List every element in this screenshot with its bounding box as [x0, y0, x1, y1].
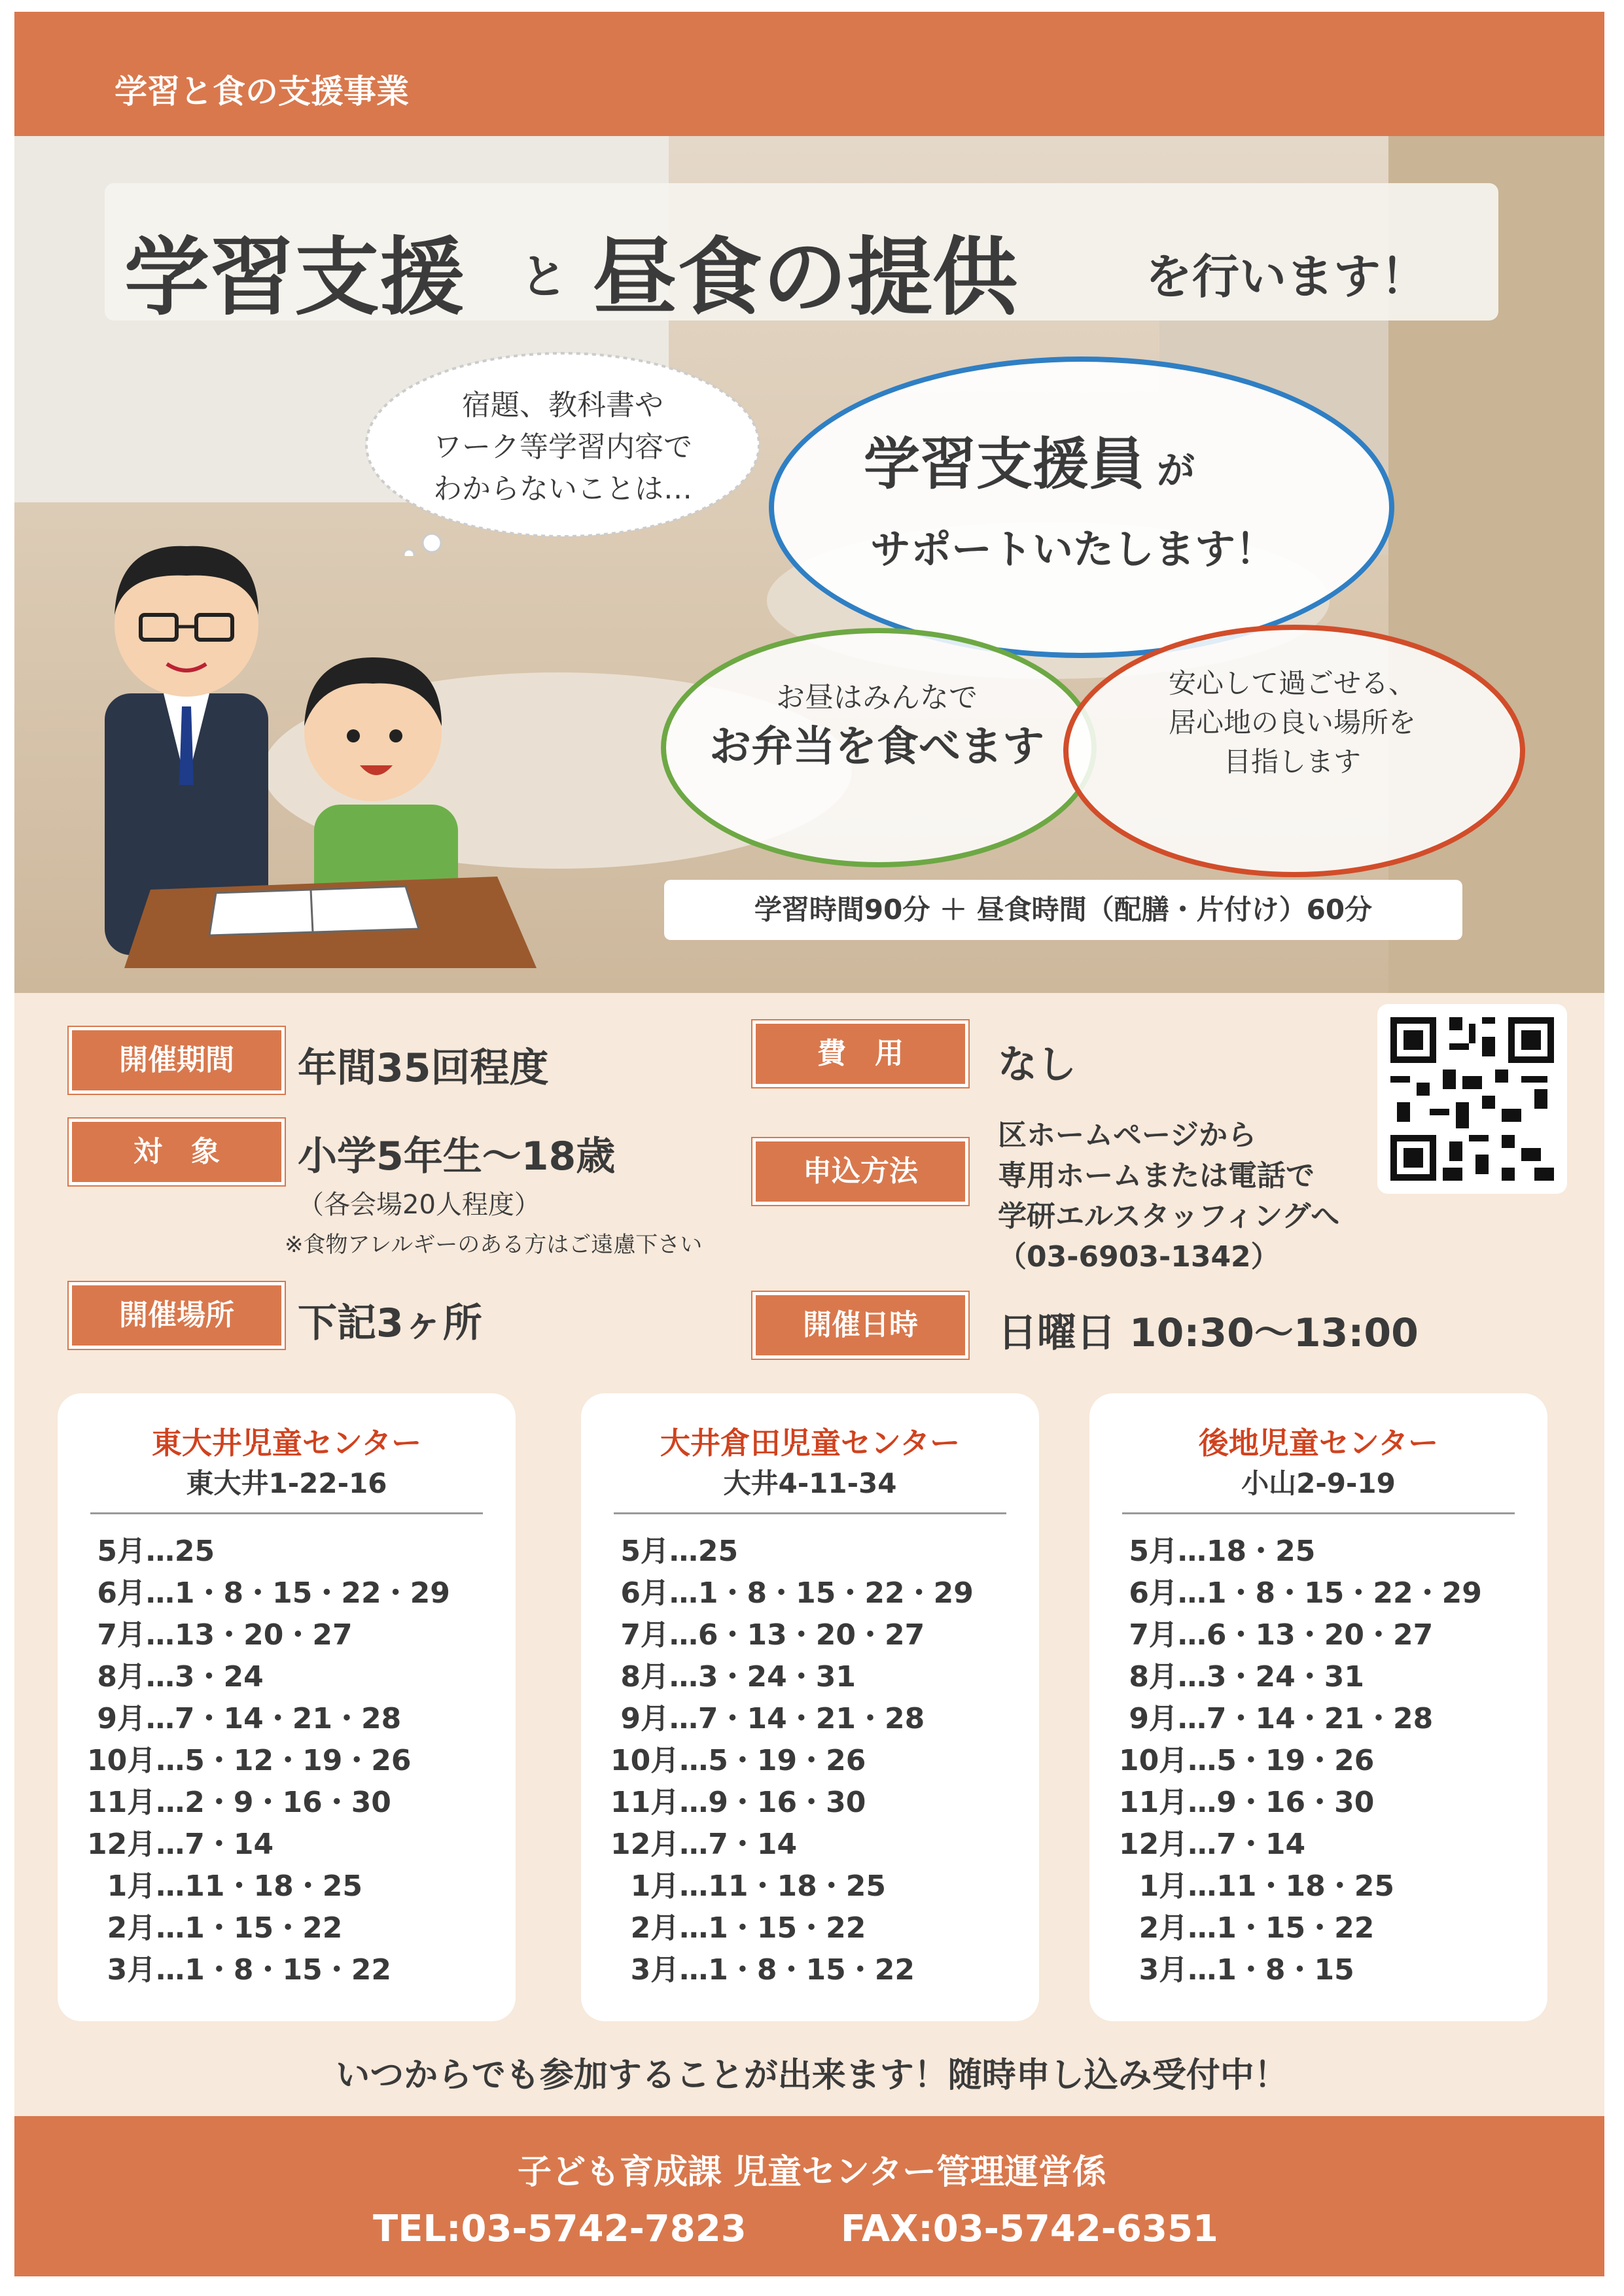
title-lunch: 昼食の提供	[592, 228, 1018, 327]
schedule-row: 1月…11・18・25	[87, 1870, 362, 1903]
target-note: （各会場20人程度）	[298, 1190, 540, 1220]
venue-value: 下記3ヶ所	[298, 1300, 482, 1346]
schedule-row: 11月…2・9・16・30	[87, 1786, 391, 1819]
period-label: 開催期間	[69, 1027, 285, 1094]
divider	[90, 1512, 483, 1514]
schedule-row: 10月…5・19・26	[610, 1744, 866, 1777]
center-address: 大井4-11-34	[723, 1467, 897, 1499]
lunch-text-2: お弁当を食べます	[709, 723, 1044, 771]
target-label: 対 象	[69, 1119, 285, 1185]
schedule-row: 12月…7・14	[610, 1828, 798, 1861]
cloud-text: 宿題、教科書や ワーク等学習内容で わからないことは…	[433, 389, 692, 506]
schedule-row: 9月…7・14・21・28	[610, 1702, 925, 1735]
target-value: 小学5年生～18歳	[298, 1134, 616, 1179]
schedule-row: 2月…1・15・22	[1119, 1911, 1375, 1945]
fax-number: FAX:03-5742-6351	[841, 2208, 1218, 2250]
schedule-row: 1月…11・18・25	[1119, 1870, 1394, 1903]
title-suffix: を行います！	[1145, 249, 1428, 304]
schedule-row: 6月…1・8・15・22・29	[87, 1576, 450, 1610]
datetime-value: 日曜日 10:30～13:00	[998, 1310, 1419, 1356]
schedule-row: 10月…5・19・26	[1119, 1744, 1375, 1777]
schedule-row: 2月…1・15・22	[87, 1911, 343, 1945]
schedule-row: 7月…6・13・20・27	[610, 1618, 925, 1652]
schedule-row: 3月…1・8・15・22	[87, 1953, 391, 1987]
tel-number[interactable]: TEL:03-5742-7823	[373, 2208, 747, 2250]
allergy-note: ※食物アレルギーのある方はご遠慮下さい	[285, 1232, 703, 1258]
qr-code-icon[interactable]	[1377, 1004, 1567, 1194]
center-address: 小山2-9-19	[1241, 1467, 1396, 1499]
support-staff-heading: 学習支援員 が	[864, 432, 1195, 497]
lunch-text-1: お昼はみんなで	[776, 681, 978, 714]
center-name: 東大井児童センター	[151, 1425, 422, 1461]
schedule-row: 6月…1・8・15・22・29	[1119, 1576, 1482, 1610]
schedule-row: 10月…5・12・19・26	[87, 1744, 412, 1777]
schedule-row: 3月…1・8・15・22	[610, 1953, 915, 1987]
schedule-row: 8月…3・24・31	[610, 1660, 856, 1694]
center-name: 後地児童センター	[1198, 1425, 1439, 1461]
schedule-list	[87, 1531, 506, 1991]
schedule-row: 5月…25	[87, 1535, 215, 1568]
divider	[1122, 1512, 1515, 1514]
center-card-higashioi	[58, 1393, 516, 2021]
schedule-row: 12月…7・14	[1119, 1828, 1306, 1861]
schedule-list	[1119, 1531, 1538, 1991]
apply-label: 申込方法	[752, 1138, 968, 1205]
category-label: 学習と食の支援事業	[115, 73, 409, 111]
schedule-list	[610, 1531, 1029, 1991]
period-value: 年間35回程度	[298, 1045, 549, 1091]
title-study-support: 学習支援	[124, 228, 465, 327]
schedule-row: 6月…1・8・15・22・29	[610, 1576, 974, 1610]
qr-code-icon	[1377, 1004, 1567, 1194]
schedule-row: 11月…9・16・30	[1119, 1786, 1375, 1819]
venue-label: 開催場所	[69, 1282, 285, 1349]
schedule-row: 12月…7・14	[87, 1828, 274, 1861]
support-staff-bubble	[769, 357, 1394, 658]
schedule-row: 8月…3・24	[87, 1660, 264, 1694]
schedule-row: 8月…3・24・31	[1119, 1660, 1365, 1694]
schedule-row: 2月…1・15・22	[610, 1911, 866, 1945]
schedule-row: 5月…18・25	[1119, 1535, 1316, 1568]
divider	[614, 1512, 1006, 1514]
department-name: 子ども育成課 児童センター管理運営係	[517, 2153, 1107, 2192]
center-card-ushirochi	[1089, 1393, 1547, 2021]
schedule-row: 3月…1・8・15	[1119, 1953, 1354, 1987]
cost-label: 費 用	[752, 1020, 968, 1087]
schedule-row: 9月…7・14・21・28	[1119, 1702, 1434, 1735]
title-connector: と	[520, 249, 568, 304]
schedule-row: 5月…25	[610, 1535, 739, 1568]
schedule-row: 1月…11・18・25	[610, 1870, 886, 1903]
center-card-oikurata	[581, 1393, 1039, 2021]
center-address: 東大井1-22-16	[186, 1467, 387, 1499]
time-note: 学習時間90分 ＋ 昼食時間（配膳・片付け）60分	[664, 880, 1462, 940]
schedule-row: 11月…9・16・30	[610, 1786, 866, 1819]
schedule-row: 7月…6・13・20・27	[1119, 1618, 1434, 1652]
apply-text: 区ホームページから 専用ホームまたは電話で 学研エルスタッフィングへ （03-6903-1342）	[998, 1119, 1340, 1274]
center-name: 大井倉田児童センター	[660, 1425, 961, 1461]
teacher-student-illustration	[79, 510, 576, 981]
footer-bar	[14, 2116, 1604, 2276]
anytime-join-message: いつからでも参加することが出来ます！随時申し込み受付中！	[336, 2056, 1288, 2095]
schedule-row: 7月…13・20・27	[87, 1618, 353, 1652]
cost-value: なし	[998, 1042, 1076, 1088]
support-staff-text: サポートいたします！	[870, 525, 1276, 573]
schedule-row: 9月…7・14・21・28	[87, 1702, 402, 1735]
datetime-label: 開催日時	[752, 1292, 968, 1359]
safe-place-text: 安心して過ごせる、 居心地の良い場所を 目指します	[1168, 667, 1416, 778]
